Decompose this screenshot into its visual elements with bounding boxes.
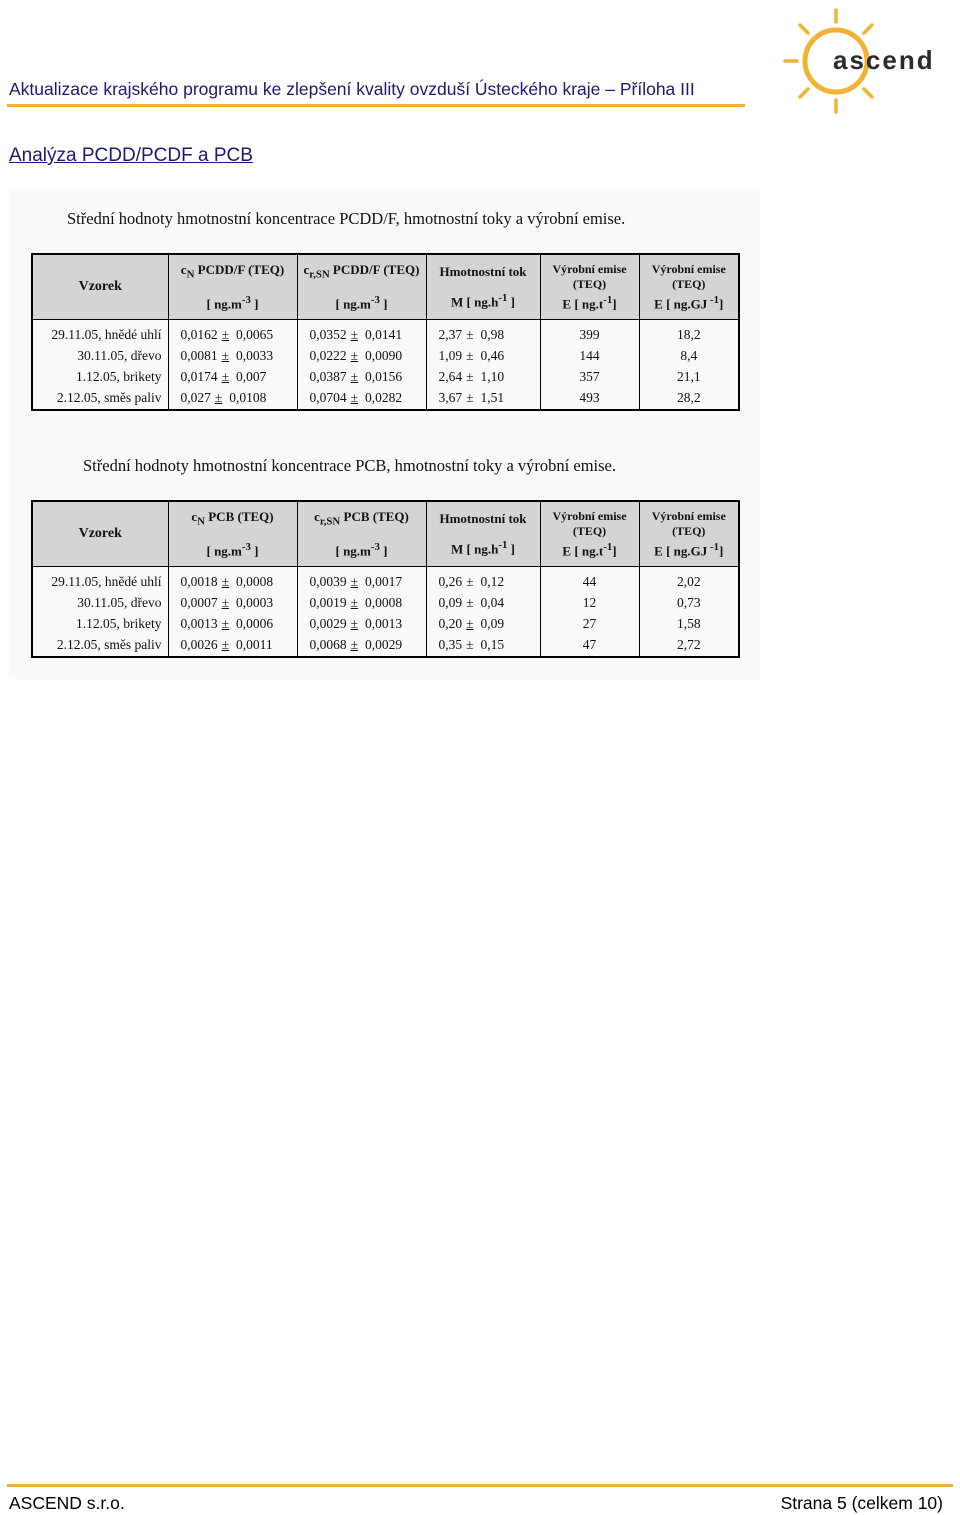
crsn-cell: 0,0352 ± 0,0141 <box>297 320 426 346</box>
cn-cell: 0,0081 ± 0,0033 <box>168 345 297 366</box>
footer-page-number: Strana 5 (celkem 10) <box>780 1493 943 1513</box>
mass-flow-cell: 0,35 ± 0,15 <box>426 634 540 657</box>
table-header-row <box>32 501 739 567</box>
table-header-row <box>32 254 739 320</box>
col-header-emission-t: Výrobní emise (TEQ) E [ $ng.t^{-1}$] <box>540 254 639 320</box>
mass-flow-cell: 1,09 ± 0,46 <box>426 345 540 366</box>
col-header-sample: Vzorek <box>32 501 168 567</box>
emission-gj-cell: 18,2 <box>639 320 739 346</box>
sample-cell: 30.11.05, dřevo <box>32 592 168 613</box>
header-divider <box>7 104 745 107</box>
emission-t-cell: 12 <box>540 592 639 613</box>
cn-cell: 0,0007 ± 0,0003 <box>168 592 297 613</box>
table-row <box>32 567 739 593</box>
table-row <box>32 345 739 366</box>
table-row <box>32 613 739 634</box>
mass-flow-cell: 3,67 ± 1,51 <box>426 387 540 410</box>
col-header-crsn: $c_{r,SN}$ PCDD/F (TEQ) [ $ng.m^{-3}$ ] <box>297 254 426 320</box>
cn-cell: 0,0026 ± 0,0011 <box>168 634 297 657</box>
cn-cell: 0,0162 ± 0,0065 <box>168 320 297 346</box>
col-header-emission-t: Výrobní emise (TEQ) E [ $ng.t^{-1}$] <box>540 501 639 567</box>
col-header-mass-flow: Hmotnostní tok M [ $ng.h^{-1}$ ] <box>426 501 540 567</box>
col-header-emission-gj: Výrobní emise (TEQ) E [ ng.GJ $^{-1}$] <box>639 501 739 567</box>
crsn-cell: 0,0039 ± 0,0017 <box>297 567 426 593</box>
mass-flow-cell: 2,37 ± 0,98 <box>426 320 540 346</box>
cn-cell: 0,027 ± 0,0108 <box>168 387 297 410</box>
table-row <box>32 366 739 387</box>
footer-company: ASCEND s.r.o. <box>9 1493 125 1513</box>
sample-cell: 29.11.05, hnědé uhlí <box>32 567 168 593</box>
mass-flow-cell: 0,20 ± 0,09 <box>426 613 540 634</box>
table-row <box>32 387 739 410</box>
col-header-emission-gj: Výrobní emise (TEQ) E [ ng.GJ $^{-1}$] <box>639 254 739 320</box>
scanned-tables-image <box>9 191 760 679</box>
cn-cell: 0,0018 ± 0,0008 <box>168 567 297 593</box>
crsn-cell: 0,0704 ± 0,0282 <box>297 387 426 410</box>
section-title: Analýza PCDD/PCDF a PCB <box>9 145 253 166</box>
sample-cell: 2.12.05, směs paliv <box>32 387 168 410</box>
mass-flow-cell: 0,09 ± 0,04 <box>426 592 540 613</box>
emission-t-cell: 493 <box>540 387 639 410</box>
svg-text:ascend: ascend <box>833 45 935 75</box>
table-row <box>32 634 739 657</box>
mass-flow-cell: 2,64 ± 1,10 <box>426 366 540 387</box>
table-row <box>32 320 739 346</box>
ascend-logo <box>778 6 950 116</box>
emission-t-cell: 47 <box>540 634 639 657</box>
emission-t-cell: 44 <box>540 567 639 593</box>
col-header-cn: $c_N$ PCB (TEQ) [ $ng.m^{-3}$ ] <box>168 501 297 567</box>
col-header-mass-flow: Hmotnostní tok M [ $ng.h^{-1}$ ] <box>426 254 540 320</box>
pcb-table <box>31 500 740 658</box>
emission-gj-cell: 2,02 <box>639 567 739 593</box>
sample-cell: 30.11.05, dřevo <box>32 345 168 366</box>
table-caption: Střední hodnoty hmotnostní koncentrace PCDD/F, hmotnostní toky a výrobní emise. <box>67 209 626 228</box>
emission-t-cell: 144 <box>540 345 639 366</box>
emission-t-cell: 27 <box>540 613 639 634</box>
sample-cell: 29.11.05, hnědé uhlí <box>32 320 168 346</box>
cn-cell: 0,0013 ± 0,0006 <box>168 613 297 634</box>
emission-gj-cell: 2,72 <box>639 634 739 657</box>
emission-gj-cell: 28,2 <box>639 387 739 410</box>
crsn-cell: 0,0068 ± 0,0029 <box>297 634 426 657</box>
crsn-cell: 0,0222 ± 0,0090 <box>297 345 426 366</box>
emission-gj-cell: 1,58 <box>639 613 739 634</box>
emission-gj-cell: 8,4 <box>639 345 739 366</box>
col-header-cn: $c_N$ PCDD/F (TEQ) [ $ng.m^{-3}$ ] <box>168 254 297 320</box>
emission-t-cell: 399 <box>540 320 639 346</box>
table-row <box>32 592 739 613</box>
crsn-cell: 0,0387 ± 0,0156 <box>297 366 426 387</box>
document-header-title: Aktualizace krajského programu ke zlepšení kvality ovzduší Ústeckého kraje – Příloha III <box>9 79 695 99</box>
pcdd-table <box>31 253 740 411</box>
emission-t-cell: 357 <box>540 366 639 387</box>
sample-cell: 2.12.05, směs paliv <box>32 634 168 657</box>
col-header-sample: Vzorek <box>32 254 168 320</box>
sample-cell: 1.12.05, brikety <box>32 366 168 387</box>
sample-cell: 1.12.05, brikety <box>32 613 168 634</box>
table-caption: Střední hodnoty hmotnostní koncentrace PCB, hmotnostní toky a výrobní emise. <box>83 456 616 475</box>
crsn-cell: 0,0019 ± 0,0008 <box>297 592 426 613</box>
crsn-cell: 0,0029 ± 0,0013 <box>297 613 426 634</box>
mass-flow-cell: 0,26 ± 0,12 <box>426 567 540 593</box>
footer-divider <box>7 1484 953 1487</box>
emission-gj-cell: 21,1 <box>639 366 739 387</box>
emission-gj-cell: 0,73 <box>639 592 739 613</box>
cn-cell: 0,0174 ± 0,007 <box>168 366 297 387</box>
col-header-crsn: $c_{r,SN}$ PCB (TEQ) [ $ng.m^{-3}$ ] <box>297 501 426 567</box>
